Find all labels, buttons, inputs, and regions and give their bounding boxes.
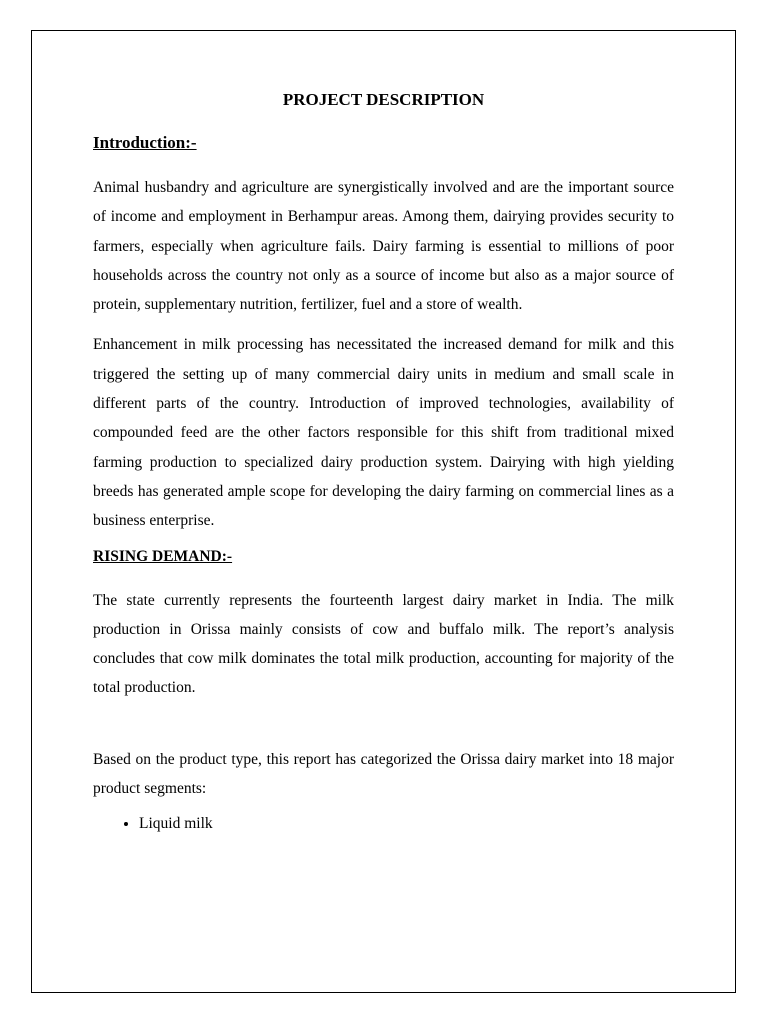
list-item: • Liquid milk [139,814,674,834]
introduction-paragraph-2: Enhancement in milk processing has necessitated the increased demand for milk and this triggered the setting up of many commercial dairy units in medium and small scale in different parts of the country. Introduction of improved technologies, availability of compounded feed are the other factors responsible for this shift from traditional mixed farming production to specialized dairy production system. Dairying with high yielding breeds has generated ample scope for developing the dairy farming on commercial lines as a business enterprise. [93,336,674,530]
introduction-paragraph-1: Animal husbandry and agriculture are synergistically involved and are the important source of income and employment in Berhampur areas. Among them, dairying provides security to farmers, especially when agriculture fails. Dairy farming is essential to millions of poor households across the country not only as a source of income but also as a major source of protein, supplementary nutrition, fertilizer, fuel and a store of wealth. [93,179,674,314]
product-segment-list [93,814,674,834]
rising-demand-heading: RISING DEMAND:- [93,547,233,565]
rising-demand-paragraph-1: The state currently represents the fourteenth largest dairy market in India. The milk production in Orissa mainly consists of cow and buffalo milk. The report’s analysis concludes that cow milk dominates the total milk production, accounting for majority of the total production. [93,591,674,697]
introduction-heading: Introduction:- [93,133,197,152]
document-body [93,88,674,834]
page-title: PROJECT DESCRIPTION [282,90,485,109]
rising-demand-paragraph-2: Based on the product type, this report has categorized the Orissa dairy market into 18 major product segments: [93,750,674,798]
paragraph-spacer [93,714,674,745]
